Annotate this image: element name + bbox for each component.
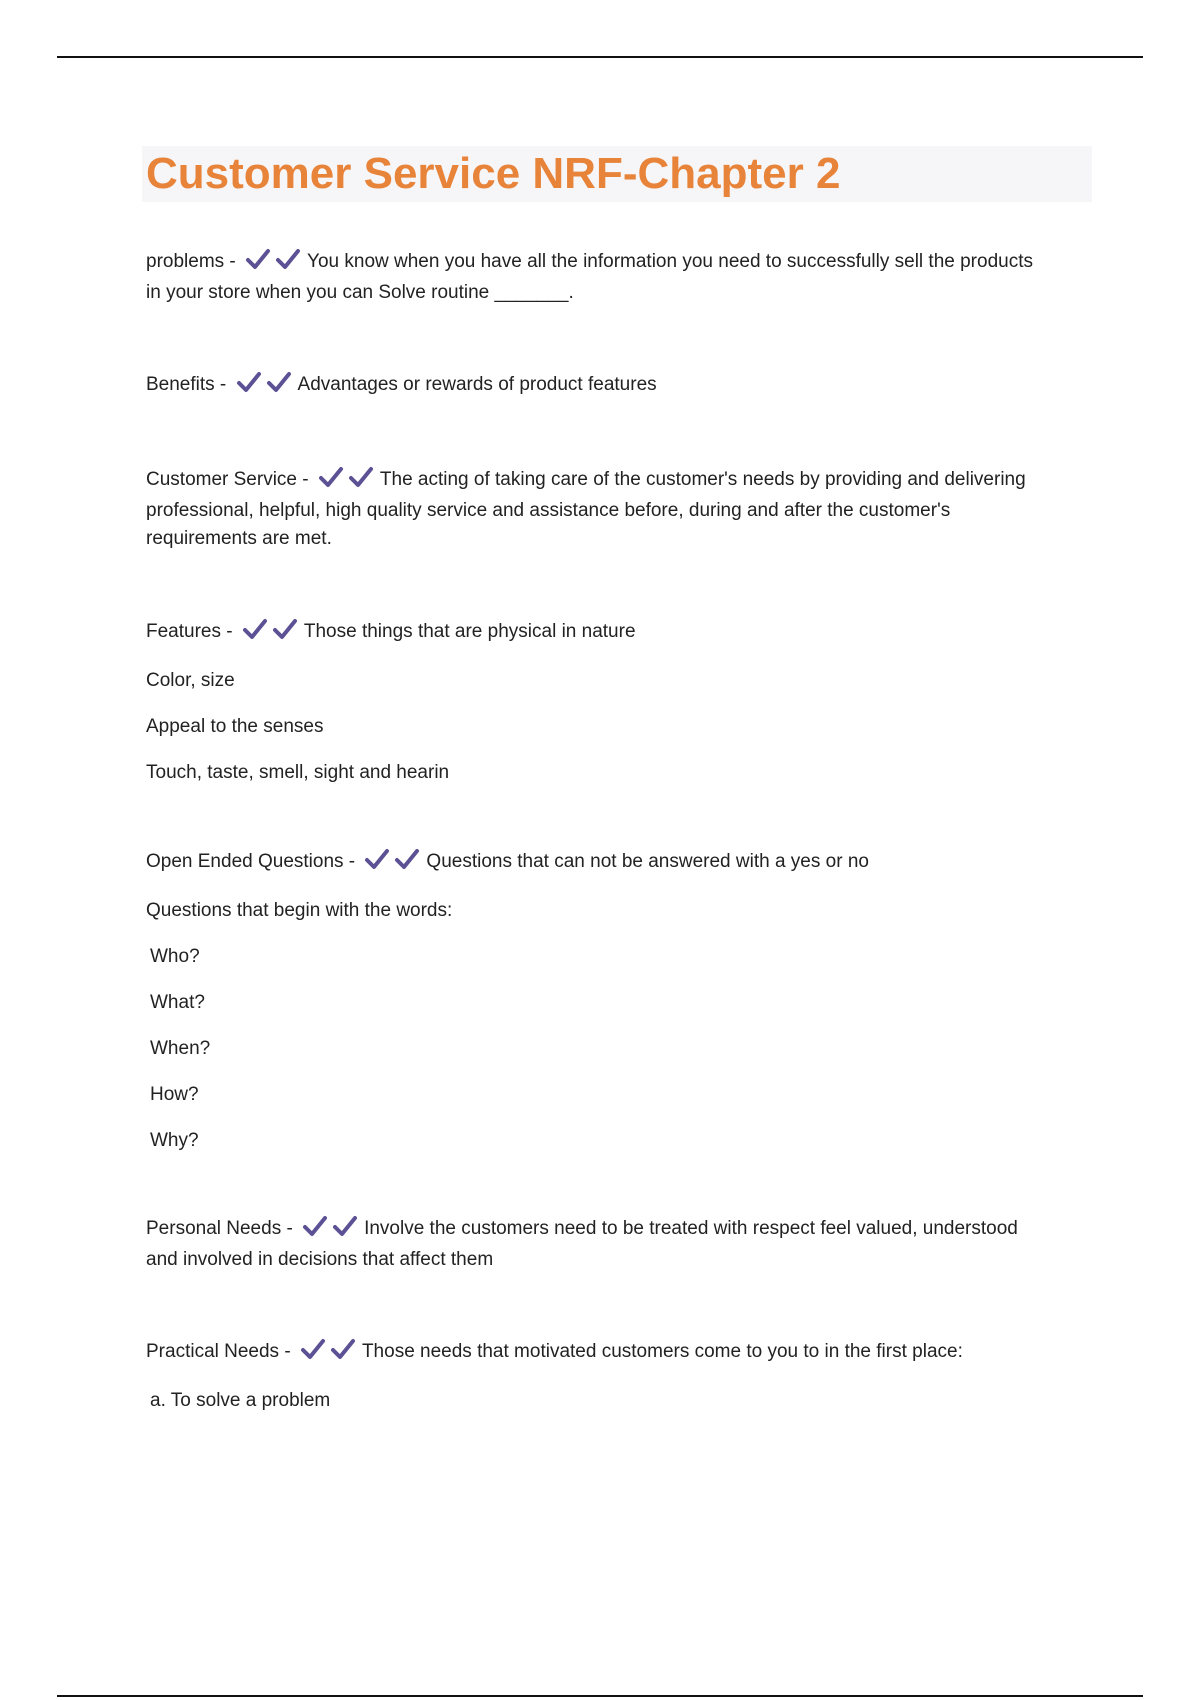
term: Open Ended Questions -	[146, 851, 356, 872]
bottom-divider	[57, 1695, 1143, 1697]
definition: Those things that are physical in nature	[303, 621, 636, 642]
definition: Advantages or rewards of product features	[297, 374, 657, 395]
term: Benefits -	[146, 374, 227, 395]
definition-continuation: in your store when you can Solve routine _______.	[146, 282, 574, 303]
entry-practical-needs	[146, 1338, 1096, 1415]
question-word: When?	[150, 1038, 211, 1059]
top-divider	[57, 56, 1143, 58]
double-check-icon	[302, 1215, 362, 1246]
entry-problems	[146, 248, 1096, 307]
question-word: Who?	[150, 946, 200, 967]
check-icon	[236, 371, 262, 393]
question-word: Why?	[150, 1130, 199, 1151]
definition: You know when you have all the information you need to successfully sell the products	[307, 251, 1033, 272]
question-word: What?	[150, 992, 205, 1013]
double-check-icon	[242, 618, 302, 649]
entry-open-ended-questions	[146, 848, 1096, 1155]
term: Customer Service -	[146, 469, 309, 490]
double-check-icon	[300, 1338, 360, 1369]
definition-continuation: and involved in decisions that affect them	[146, 1249, 494, 1270]
definition: Those needs that motivated customers come to you to in the first place:	[361, 1341, 963, 1362]
check-icon	[332, 1215, 358, 1237]
detail-line: Questions that begin with the words:	[146, 900, 453, 921]
double-check-icon	[364, 848, 424, 879]
check-icon	[348, 466, 374, 488]
check-icon	[245, 248, 271, 270]
check-icon	[266, 371, 292, 393]
check-icon	[300, 1338, 326, 1360]
detail-line: Color, size	[146, 670, 235, 691]
check-icon	[394, 848, 420, 870]
document-title: Customer Service NRF-Chapter 2	[146, 149, 841, 198]
detail-line: Touch, taste, smell, sight and hearin	[146, 762, 450, 783]
check-icon	[318, 466, 344, 488]
check-icon	[330, 1338, 356, 1360]
entry-personal-needs	[146, 1215, 1096, 1274]
definition-continuation: requirements are met.	[146, 528, 332, 549]
entry-benefits	[146, 371, 1096, 402]
term: Practical Needs -	[146, 1341, 291, 1362]
check-icon	[302, 1215, 328, 1237]
term: Personal Needs -	[146, 1218, 293, 1239]
term: problems -	[146, 251, 236, 272]
entry-customer-service	[146, 466, 1096, 553]
definition: Involve the customers need to be treated with respect feel valued, understood	[364, 1218, 1018, 1239]
question-word: How?	[150, 1084, 199, 1105]
entry-features	[146, 618, 1096, 787]
check-icon	[275, 248, 301, 270]
check-icon	[364, 848, 390, 870]
definition-continuation: professional, helpful, high quality service and assistance before, during and after the customer's	[146, 500, 951, 521]
detail-line: Appeal to the senses	[146, 716, 324, 737]
definition: The acting of taking care of the customer's needs by providing and delivering	[379, 469, 1026, 490]
definition: Questions that can not be answered with a yes or no	[426, 851, 869, 872]
double-check-icon	[245, 248, 305, 279]
double-check-icon	[318, 466, 378, 497]
check-icon	[272, 618, 298, 640]
detail-line: a. To solve a problem	[150, 1390, 331, 1411]
double-check-icon	[236, 371, 296, 402]
term: Features -	[146, 621, 233, 642]
check-icon	[242, 618, 268, 640]
